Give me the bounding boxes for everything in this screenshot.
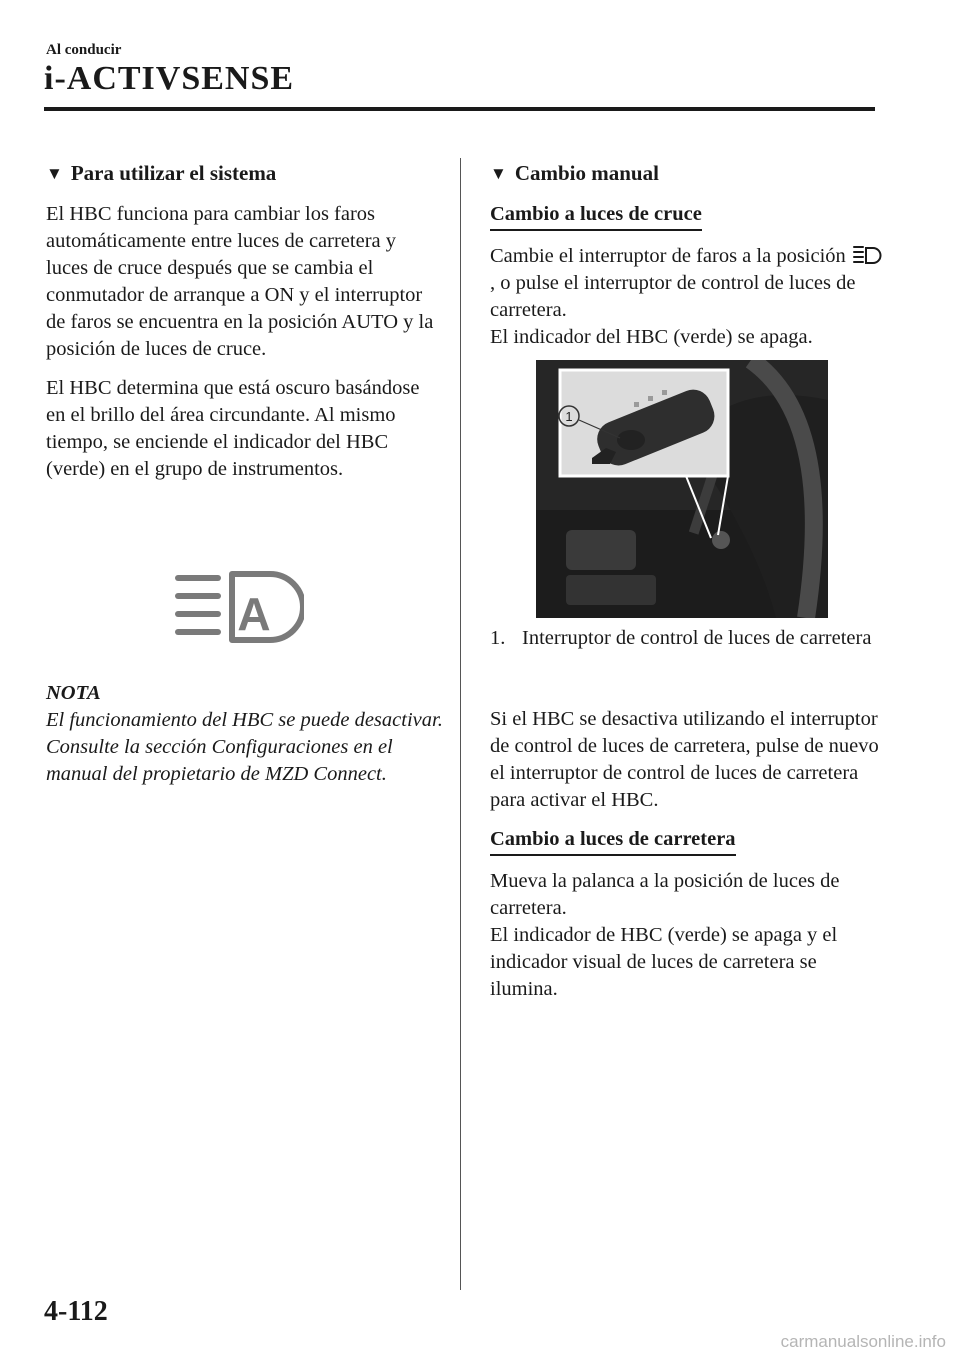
list-number: 1. <box>490 627 506 649</box>
subheading-high-beam: Cambio a luces de carretera <box>490 826 736 856</box>
right-column <box>490 160 885 363</box>
svg-text:A: A <box>237 588 271 640</box>
heading-text: Cambio manual <box>514 161 659 185</box>
paragraph: Mueva la palanca a la posición de luces de carretera. <box>490 870 840 919</box>
nota-title: NOTA <box>46 682 101 704</box>
list-item <box>490 625 885 652</box>
photo-callout-label: 1 <box>565 409 573 424</box>
section-heading-manual <box>490 160 885 187</box>
section-heading-usage <box>46 160 441 187</box>
breadcrumb: Al conducir <box>46 42 122 58</box>
page-number: 4-112 <box>44 1296 108 1327</box>
nota-block <box>46 680 446 788</box>
paragraph: Cambie el interruptor de faros a la posición , o pulse el interruptor de control de luces de carretera. <box>490 243 885 324</box>
header-rule <box>44 107 875 111</box>
photo-illustration <box>536 360 828 618</box>
paragraph: El HBC funciona para cambiar los faros automáticamente entre luces de carretera y luces de cruce después que se cambia el conmutador de arranque a ON y el interruptor de faros se encuentra en la posición AUTO y la posición de luces de cruce. <box>46 203 434 360</box>
paragraph: El indicador del HBC (verde) se apaga. <box>490 326 813 348</box>
subheading-low-beam: Cambio a luces de cruce <box>490 201 702 231</box>
paragraph: Si el HBC se desactiva utilizando el interruptor de control de luces de carretera, pulse de nuevo el interruptor de control de luces de carretera para activar el HBC. <box>490 708 879 811</box>
hbc-auto-indicator-icon <box>172 568 304 646</box>
right-column-lower <box>490 706 885 1015</box>
triangle-marker-icon: ▼ <box>46 164 63 183</box>
left-column <box>46 160 441 495</box>
paragraph: El HBC determina que está oscuro basándose en el brillo del área circundante. Al mismo tiempo, se enciende el indicador del HBC (verde) en el grupo de instrumentos. <box>46 377 420 480</box>
nota-line: Consulte la sección Configuraciones en el manual del propietario de MZD Connect. <box>46 736 393 785</box>
triangle-marker-icon: ▼ <box>490 164 507 183</box>
steering-column-photo <box>536 360 828 618</box>
list-text: Interruptor de control de luces de carretera <box>522 627 872 649</box>
nota-line: El funcionamiento del HBC se puede desactivar. <box>46 709 443 731</box>
low-beam-icon <box>852 244 882 266</box>
page-title: i-ACTIVSENSE <box>44 60 295 97</box>
paragraph: El indicador de HBC (verde) se apaga y el indicador visual de luces de carretera se ilumina. <box>490 924 838 1000</box>
heading-text: Para utilizar el sistema <box>70 161 277 185</box>
column-divider <box>460 158 461 1290</box>
watermark: carmanualsonline.info <box>780 1332 946 1351</box>
